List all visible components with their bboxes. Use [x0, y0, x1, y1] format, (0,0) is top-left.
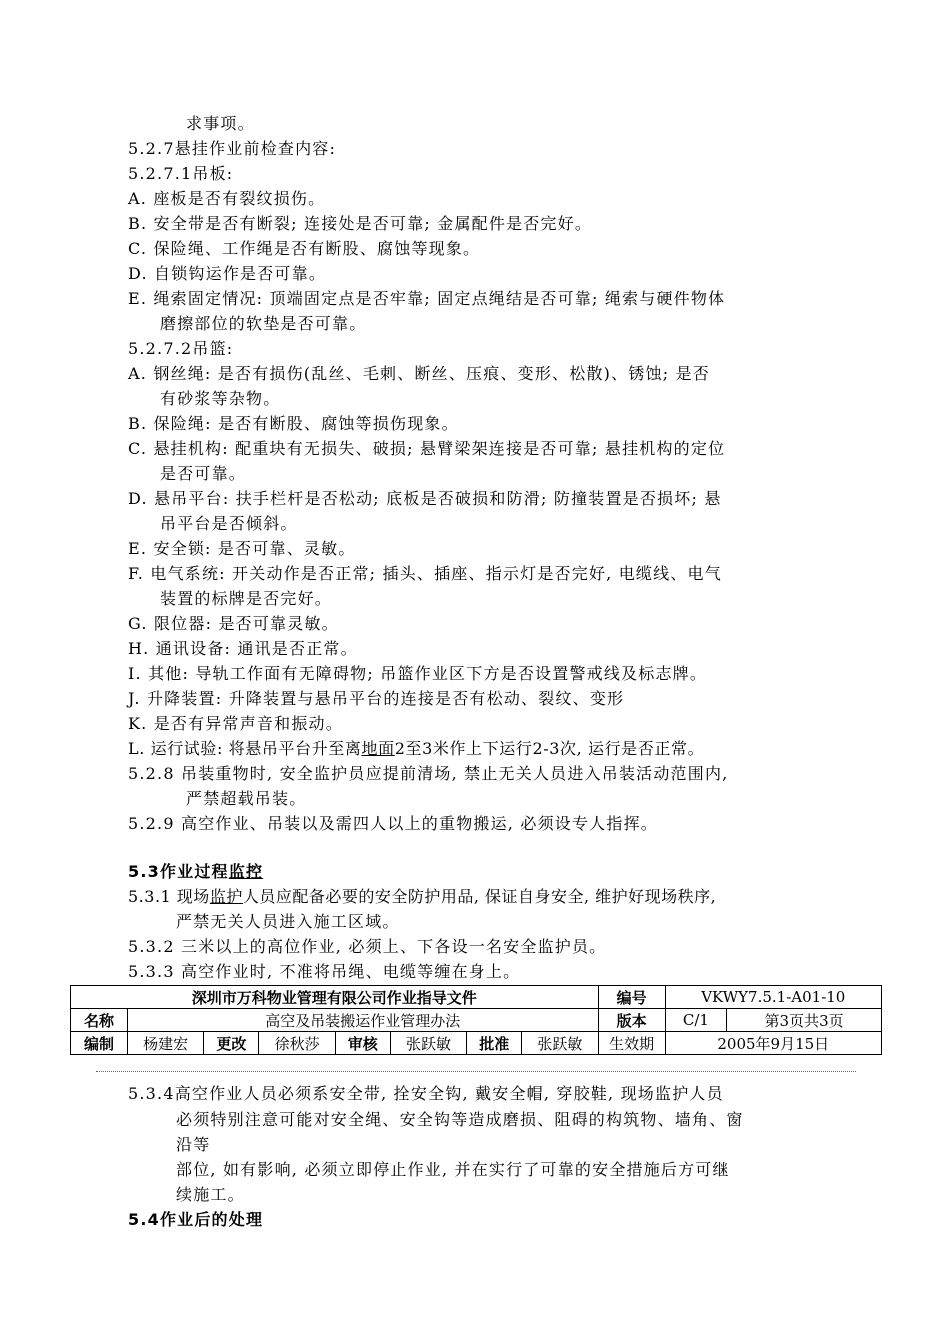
- section-continued: 沿等: [176, 1135, 211, 1154]
- review-value: 张跃敏: [390, 1032, 466, 1055]
- text-line: 求事项。: [186, 114, 255, 133]
- effective-value: 2005年9月15日: [665, 1032, 881, 1055]
- list-item-continued: 吊平台是否倾斜。: [160, 514, 298, 533]
- list-item: H. 通讯设备: 通讯是否正常。: [128, 639, 358, 658]
- page-count: 第3页共3页: [727, 1009, 882, 1032]
- name-value: 高空及吊装搬运作业管理办法: [128, 1009, 599, 1032]
- section-continued: 严禁无关人员进入施工区域。: [176, 912, 400, 931]
- list-item: J. 升降装置: 升降装置与悬吊平台的连接是否有松动、裂纹、变形: [128, 689, 625, 708]
- version-label: 版本: [598, 1009, 665, 1032]
- list-item-continued: 装置的标牌是否完好。: [160, 589, 333, 608]
- list-item: A. 座板是否有裂纹损伤。: [128, 189, 326, 208]
- table-row: [71, 1009, 882, 1032]
- page-divider: [96, 1071, 856, 1072]
- section-continued: 续施工。: [176, 1185, 245, 1204]
- section-5-2-7-2: 5.2.7.2吊篮:: [128, 339, 234, 358]
- effective-label: 生效期: [598, 1032, 665, 1055]
- list-item: [128, 739, 704, 759]
- list-item: C. 悬挂机构: 配重块有无损失、破损; 悬臂梁架连接是否可靠; 悬挂机构的定位: [128, 439, 726, 458]
- list-item: B. 保险绳: 是否有断股、腐蚀等损伤现象。: [128, 414, 459, 433]
- list-item: E. 安全锁: 是否可靠、灵敏。: [128, 539, 356, 558]
- list-item-continued: 有砂浆等杂物。: [160, 389, 281, 408]
- underlined-text: 地面: [361, 739, 395, 758]
- heading-underlined-text: 监控: [228, 862, 264, 881]
- review-label: 审核: [335, 1032, 390, 1055]
- list-item: I. 其他: 导轨工作面有无障碍物; 吊篮作业区下方是否设置警戒线及标志牌。: [128, 664, 708, 683]
- list-item-continued: 磨擦部位的软垫是否可靠。: [160, 314, 367, 333]
- section-5-2-9: 5.2.9 高空作业、吊装以及需四人以上的重物搬运, 必须设专人指挥。: [128, 814, 658, 833]
- list-item: F. 电气系统: 开关动作是否正常; 插头、插座、指示灯是否完好, 电缆线、电气: [128, 564, 722, 583]
- section-5-3-3: 5.3.3 高空作业时, 不准将吊绳、电缆等缠在身上。: [128, 962, 521, 981]
- company-title: 深圳市万科物业管理有限公司作业指导文件: [71, 986, 599, 1009]
- section-heading-5-4: 5.4作业后的处理: [128, 1210, 264, 1229]
- change-value: 徐秋莎: [259, 1032, 335, 1055]
- change-label: 更改: [204, 1032, 259, 1055]
- section-5-2-7: 5.2.7悬挂作业前检查内容:: [128, 139, 337, 158]
- text-run: L. 运行试验: 将悬吊平台升至离: [128, 739, 362, 758]
- table-row: [71, 986, 882, 1009]
- section-continued: 必须特别注意可能对安全绳、安全钩等造成磨损、阻碍的构筑物、墙角、窗: [176, 1110, 744, 1129]
- text-run: 5.3.1 现场: [128, 887, 210, 906]
- list-item: C. 保险绳、工作绳是否有断股、腐蚀等现象。: [128, 239, 481, 258]
- version-value: C/1: [665, 1009, 727, 1032]
- section-continued: 严禁超载吊装。: [186, 789, 307, 808]
- list-item: A. 钢丝绳: 是否有损伤(乱丝、毛刺、断丝、压痕、变形、松散)、锈蚀; 是否: [128, 364, 710, 383]
- section-5-3-2: 5.3.2 三米以上的高位作业, 必须上、下各设一名安全监护员。: [128, 937, 607, 956]
- text-run: 人员应配备必要的安全防护用品, 保证自身安全, 维护好现场秩序,: [242, 887, 717, 906]
- approve-label: 批准: [467, 1032, 522, 1055]
- list-item: K. 是否有异常声音和振动。: [128, 714, 343, 733]
- list-item-continued: 是否可靠。: [160, 464, 247, 483]
- author-label: 编制: [71, 1032, 128, 1055]
- list-item: E. 绳索固定情况: 顶端固定点是否牢靠; 固定点绳结是否可靠; 绳索与硬件物体: [128, 289, 726, 308]
- code-value: VKWY7.5.1-A01-10: [665, 986, 881, 1009]
- table-row: [71, 1032, 882, 1055]
- author-value: 杨建宏: [128, 1032, 204, 1055]
- list-item: G. 限位器: 是否可靠灵敏。: [128, 614, 339, 633]
- name-label: 名称: [71, 1009, 128, 1032]
- list-item: D. 自锁钩运作是否可靠。: [128, 264, 327, 283]
- section-continued: 部位, 如有影响, 必须立即停止作业, 并在实行了可靠的安全措施后方可继: [176, 1160, 730, 1179]
- underlined-text: 监护: [209, 887, 243, 906]
- section-5-2-7-1: 5.2.7.1吊板:: [128, 164, 234, 183]
- approve-value: 张跃敏: [522, 1032, 598, 1055]
- section-heading-5-3: [128, 862, 263, 882]
- text-run: 2至3米作上下运行2-3次, 运行是否正常。: [394, 739, 705, 758]
- code-label: 编号: [598, 986, 665, 1009]
- section-5-2-8: 5.2.8 吊装重物时, 安全监护员应提前清场, 禁止无关人员进入吊装活动范围内,: [128, 764, 729, 783]
- list-item: B. 安全带是否有断裂; 连接处是否可靠; 金属配件是否完好。: [128, 214, 593, 233]
- section-5-3-4: 5.3.4高空作业人员必须系安全带, 拴安全钩, 戴安全帽, 穿胶鞋, 现场监护人员: [128, 1084, 724, 1103]
- heading-text: 5.3作业过程: [128, 862, 229, 881]
- list-item: D. 悬吊平台: 扶手栏杆是否松动; 底板是否破损和防滑; 防撞装置是否损坏; 悬: [128, 489, 722, 508]
- document-header-table: [70, 985, 882, 1055]
- section-5-3-1: [128, 887, 716, 907]
